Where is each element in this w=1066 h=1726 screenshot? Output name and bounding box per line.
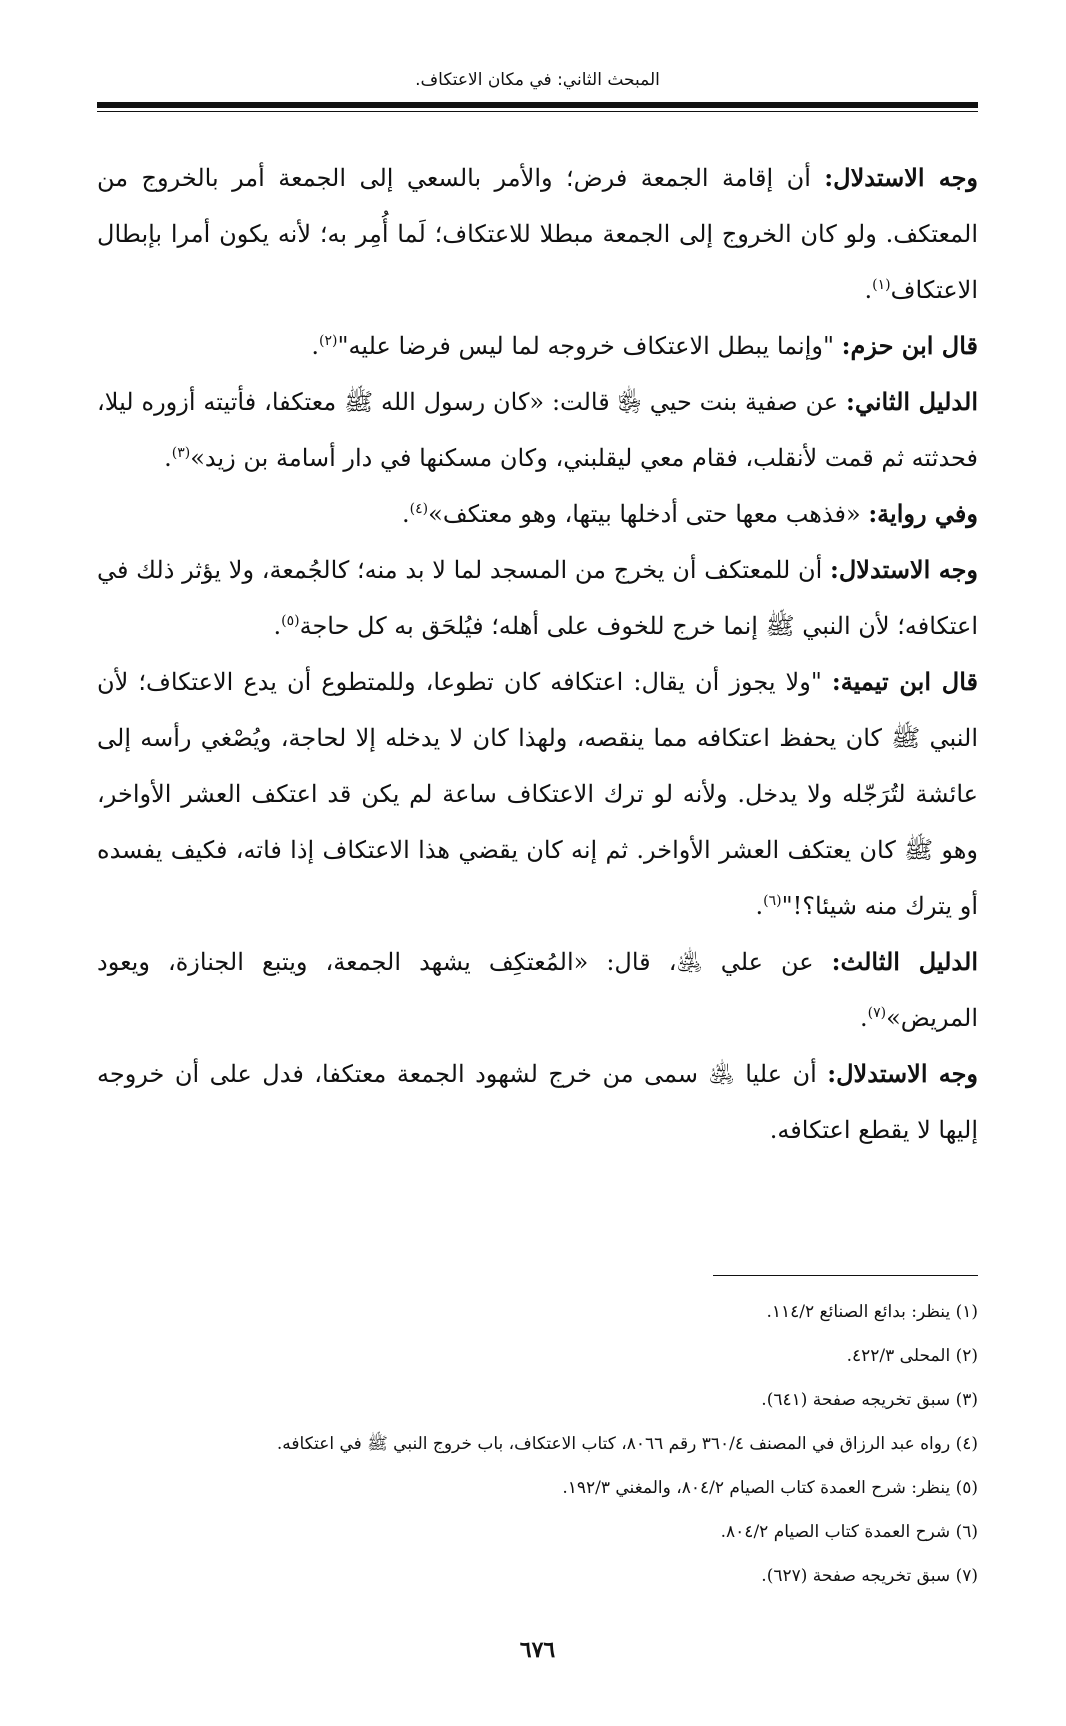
- paragraph: [97, 486, 978, 542]
- paragraph-label: قال ابن حزم:: [841, 331, 978, 360]
- paragraph-label: الدليل الثاني:: [846, 387, 978, 416]
- footnote-ref: (٥): [281, 613, 300, 629]
- paragraph-text: أن عليا ﵁ سمى من خرج لشهود الجمعة معتكفا، فدل على أن خروجه إليها لا يقطع اعتكافه.: [97, 1060, 978, 1144]
- paragraph-label: وجه الاستدلال:: [830, 555, 978, 584]
- footnotes: [97, 1290, 978, 1598]
- paragraph-tail: .: [755, 892, 764, 920]
- paragraph-text: «فذهب معها حتى أدخلها بيتها، وهو معتكف»: [428, 500, 869, 528]
- paragraph-label: الدليل الثالث:: [831, 947, 978, 976]
- footnote: (٤) رواه عبد الرزاق في المصنف ٣٦٠/٤ رقم ٨٠٦٦، كتاب الاعتكاف، باب خروج النبي ﷺ في اعتكافه.: [276, 1434, 978, 1454]
- paragraph: [97, 654, 978, 934]
- footnote-ref: (١): [872, 277, 891, 293]
- paragraph-text: "ولا يجوز أن يقال: اعتكافه كان تطوعا، وللمتطوع أن يدع الاعتكاف؛ لأن النبي ﷺ كان يحفظ اعتكافه مما ينقصه، ولهذا كان لا يدخله إلا لحاجة، ويُصْغي رأسه إلى عائشة لتُرَجّله ولا يدخل. ولأنه لو ترك الاعتكاف ساعة لم يكن قد اعتكف العشر الأواخر، وهو ﷺ كان يعتكف العشر الأواخر. ثم إنه كان يقضي هذا الاعتكاف إذا فاته، فكيف يفسده أو يترك منه شيئا؟!": [97, 668, 978, 920]
- footnote-ref: (٢): [318, 333, 338, 349]
- paragraph-label: قال ابن تيمية:: [831, 667, 978, 696]
- paragraph-text: عن علي ﵁، قال: «المُعتكِف يشهد الجمعة، ويتبع الجنازة، ويعود المريض»: [97, 948, 978, 1032]
- paragraph: [97, 542, 978, 654]
- paragraph: [97, 374, 978, 486]
- paragraph: [97, 934, 978, 1046]
- footnote: (٢) المحلى ٤٢٢/٣.: [846, 1346, 978, 1366]
- paragraph-text: أن إقامة الجمعة فرض؛ والأمر بالسعي إلى الجمعة أمر بالخروج من المعتكف. ولو كان الخروج إلى الجمعة مبطلا للاعتكاف؛ لَما أُمِر به؛ لأنه يكون أمرا بإبطال الاعتكاف: [97, 164, 978, 304]
- footnote-ref: (٤): [409, 501, 429, 517]
- paragraph-tail: .: [311, 332, 319, 360]
- paragraph-label: وجه الاستدلال:: [827, 1059, 978, 1088]
- footnote: (٥) ينظر: شرح العمدة كتاب الصيام ٨٠٤/٢، والمغني ١٩٢/٣.: [562, 1478, 978, 1498]
- paragraph: [97, 1046, 978, 1158]
- footnote-ref: (٣): [171, 445, 191, 461]
- header-rule-thin: [97, 111, 978, 112]
- paragraph-tail: .: [864, 276, 873, 304]
- paragraph-tail: .: [164, 444, 172, 472]
- footnote: (٣) سبق تخريجه صفحة (٦٤١).: [761, 1390, 978, 1410]
- paragraph-text: أن للمعتكف أن يخرج من المسجد لما لا بد منه؛ كالجُمعة، ولا يؤثر ذلك في اعتكافه؛ لأن النبي ﷺ إنما خرج للخوف على أهله؛ فيُلحَق به كل حاجة: [97, 556, 978, 640]
- page-number: ٦٧٦: [519, 1637, 556, 1663]
- main-text: [97, 150, 978, 1158]
- paragraph: [97, 150, 978, 318]
- footnote-ref: (٦): [763, 893, 782, 909]
- paragraph-text: عن صفية بنت حيي ﵂ قالت: «كان رسول الله ﷺ معتكفا، فأتيته أزوره ليلا، فحدثته ثم قمت لأنقلب، فقام معي ليقلبني، وكان مسكنها في دار أسامة بن زيد»: [97, 388, 978, 472]
- footnote: (٦) شرح العمدة كتاب الصيام ٨٠٤/٢.: [720, 1522, 978, 1542]
- paragraph-tail: .: [860, 1004, 868, 1032]
- header-rule-thick: [97, 102, 978, 108]
- footnote: (١) ينظر: بدائع الصنائع ١١٤/٢.: [766, 1302, 978, 1322]
- paragraph-text: "وإنما يبطل الاعتكاف خروجه لما ليس فرضا عليه": [337, 332, 842, 360]
- paragraph: [97, 318, 978, 374]
- paragraph-tail: .: [402, 500, 410, 528]
- paragraph-label: وجه الاستدلال:: [824, 163, 979, 192]
- paragraph-label: وفي رواية:: [868, 499, 978, 528]
- footnote: (٧) سبق تخريجه صفحة (٦٢٧).: [761, 1566, 978, 1586]
- footnote-separator: [713, 1275, 978, 1276]
- paragraph-tail: .: [273, 612, 282, 640]
- footnote-ref: (٧): [867, 1005, 887, 1021]
- running-header: المبحث الثاني: في مكان الاعتكاف.: [415, 70, 660, 90]
